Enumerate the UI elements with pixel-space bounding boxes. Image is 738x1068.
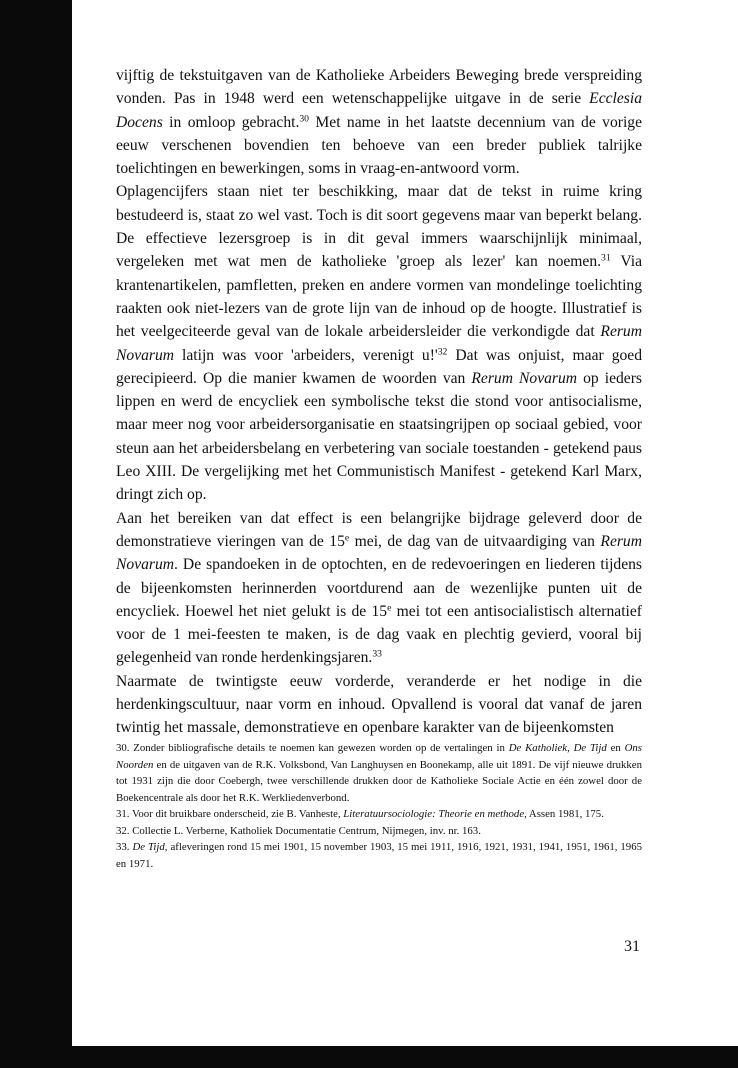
paragraph-1: vijftig de tekstuitgaven van de Katholieke Arbeiders Beweging brede verspreiding vonden. Pas in 1948 werd een wetenschappelijke uitgave in de serie Ecclesia Docens in omloop gebracht.$^{30}$ Met name in het laatste decennium van de vorige eeuw verschenen bovendien ten behoeve van een breder publiek talrijke toelichtingen en bewerkingen, soms in vraag-en-antwoord vorm.	[116, 67, 642, 178]
footnote-31: 31. Voor dit bruikbare onderscheid, zie B. Vanheste, Literatuursociologie: Theorie en methode, Assen 1981, 175.	[116, 808, 604, 820]
scan-border-left	[0, 0, 72, 1068]
footnote-30: 30. Zonder bibliografische details te noemen kan gewezen worden op de vertalingen in De Katholiek, De Tijd en Ons Noorden en de uitgaven van de R.K. Volksbond, Van Langhuysen en Boonekamp, alle uit 1891. De vijf nieuwe drukken tot 1931 zijn die door Coebergh, twee verschillende drukken door de Katholieke Sociale Actie en één zowel door de Boekencentrale als door het R.K. Werkliedenverbond.	[116, 742, 642, 804]
paragraph-4: Naarmate de twintigste eeuw vorderde, veranderde er het nodige in die herdenkingscultuur, naar vorm en inhoud. Opvallend is vooral dat vanaf de jaren twintig het massale, demonstratieve en openbare karakter van de bijeenkomsten	[116, 672, 642, 737]
footnote-32: 32. Collectie L. Verberne, Katholiek Documentatie Centrum, Nijmegen, inv. nr. 163.	[116, 824, 481, 837]
page-number: 31	[624, 938, 640, 955]
footnotes	[116, 740, 642, 872]
body-text	[116, 64, 642, 740]
footnote-ref-30: 30	[299, 113, 309, 125]
footnote-ref-32: 32	[437, 346, 448, 358]
scan-border-bottom	[0, 1046, 738, 1068]
footnote-33: 33. De Tijd, afleveringen rond 15 mei 1901, 15 november 1903, 15 mei 1911, 1916, 1921, 1931, 1941, 1951, 1961, 1965 en 1971.	[116, 841, 642, 870]
paragraph-2: Oplagencijfers staan niet ter beschikking, maar dat de tekst in ruime kring bestudeerd is, staat zo wel vast. Toch is dit soort gegevens maar van beperkt belang. De effectieve lezersgroep is in dit geval immers waarschijnlijk minimaal, vergeleken met wat men de katholieke 'groep als lezer' kan noemen.$^{31}$ Via krantenartikelen, pamfletten, preken en andere vormen van mondelinge toelichting raakten ook niet-lezers van de grote lijn van de inhoud op de hoogte. Illustratief is het veelgeciteerde geval van de lokale arbeidersleider die verkondigde dat Rerum Novarum latijn was voor 'arbeiders, verenigt $u!'^{32}$ Dat was onjuist, maar goed gerecipieerd. Op die manier kwamen de woorden van Rerum Novarum op ieders lippen en werd de encycliek een symbolische tekst die stond voor antisocialisme, maar meer nog voor arbeidersorganisatie en staatsingrijpen op sociaal gebied, voor steun aan het arbeidersbelang en verbetering van sociale toestanden - getekend paus Leo XIII. De vergelijking met het Communistisch Manifest - getekend Karl Marx, dringt zich op.	[116, 183, 643, 504]
footnote-ref-33: 33	[372, 649, 382, 661]
paragraph-3: Aan het bereiken van dat effect is een belangrijke bijdrage geleverd door de demonstratieve vieringen van de 15e mei, de dag van de uitvaardiging van Rerum Novarum. De spandoeken in de optochten, en de redevoeringen en liederen tijdens de bijeenkomsten herinnerden voortdurend aan de wezenlijke punten uit de encycliek. Hoewel het niet gelukt is de 15e mei tot een antisocialistisch alternatief voor de 1 mei-feesten te maken, is de dag vaak en plechtig gevierd, vooral bij gelegenheid van ronde herdenkingsjaren.$^{33}$	[116, 509, 642, 667]
footnote-ref-31: 31	[601, 253, 611, 265]
